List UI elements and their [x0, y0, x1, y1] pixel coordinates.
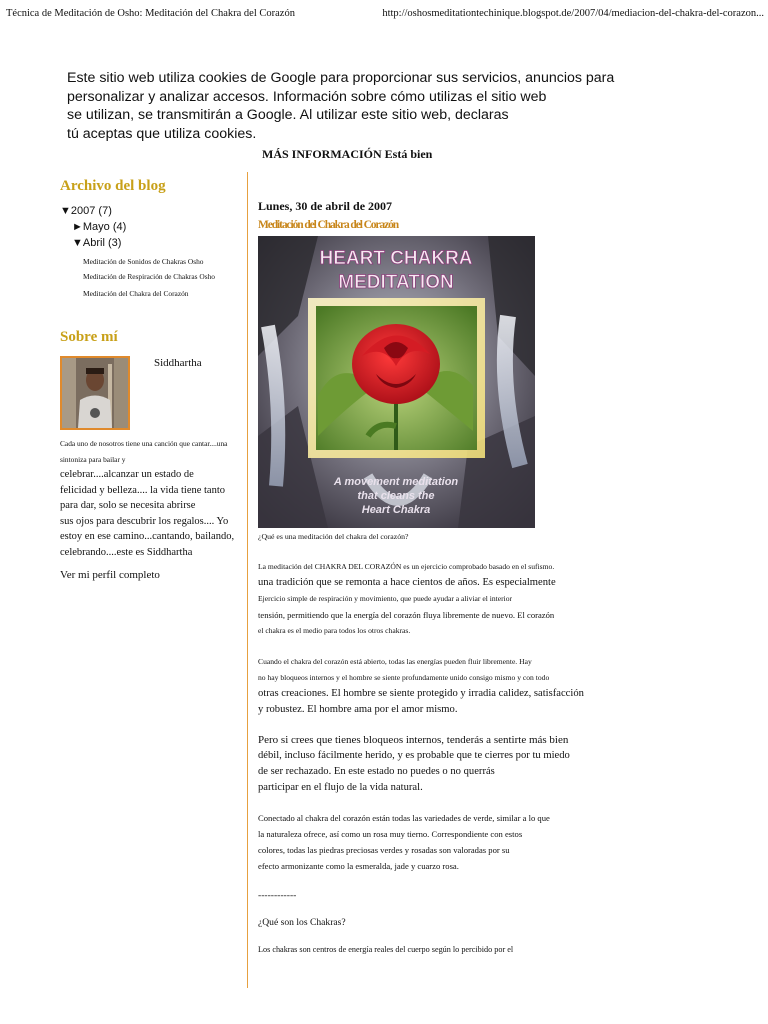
author-bio — [60, 436, 240, 560]
bio-line: Cada uno de nosotros tiene una canción que cantar....una — [60, 439, 228, 448]
archive-month-label: ►Mayo — [72, 221, 110, 233]
text-line: colores, todas las piedras preciosas verdes y rosadas son valoradas por su — [258, 845, 510, 855]
bio-line: estoy en ese camino...cantando, bailando, — [60, 531, 235, 542]
archive-post-link[interactable]: Meditación de Respiración de Chakras Osho — [83, 272, 215, 281]
text-line: la naturaleza ofrece, así como un rosa muy tierno. Correspondiente con estos — [258, 829, 523, 839]
image-title-line2: MEDITATION — [338, 272, 454, 293]
bio-line: sintoniza para bailar y — [60, 454, 126, 464]
column-divider — [247, 172, 248, 988]
cookie-line: Este sitio web utiliza cookies de Google para proporcionar sus servicios, anuncios para — [67, 70, 615, 86]
paragraph-intro — [258, 559, 603, 639]
post-body — [258, 199, 603, 954]
paragraph-open-chakra — [258, 654, 603, 718]
bio-line: para dar, solo se necesita abrirse — [60, 500, 196, 511]
image-subtitle-line3: Heart Chakra — [361, 504, 431, 516]
bio-line: celebrando....este es Siddhartha — [60, 546, 193, 558]
text-line: el chakra es el medio para todos los otros chakras. — [258, 626, 411, 635]
archive-year-label: ▼2007 — [60, 205, 96, 217]
text-line: una tradición que se remonta a hace cientos de años. Es especialmente — [258, 577, 556, 588]
paragraph-blockages — [258, 732, 603, 796]
bio-line: celebrar....alcanzar un estado de — [60, 469, 194, 480]
image-subtitle-line1: A movement meditation — [333, 476, 459, 488]
cookie-line: tú aceptas que utiliza cookies. — [67, 125, 257, 142]
author-name: Siddhartha — [154, 357, 202, 369]
paragraph-chakras: Los chakras son centros de energía reales del cuerpo según lo percibido por el — [258, 945, 514, 954]
text-line: La meditación del CHAKRA DEL CORAZÓN es un ejercicio comprobado basado en el sufismo. — [258, 562, 555, 571]
page-header-title: Técnica de Meditación de Osho: Meditación del Chakra del Corazón — [6, 8, 295, 19]
bio-line: sus ojos para descubrir los regalos.... Yo — [60, 515, 229, 527]
archive-post-link[interactable]: Meditación del Chakra del Corazón — [83, 289, 189, 298]
text-line: y robustez. El hombre ama por el amor mismo. — [258, 704, 458, 715]
post-title-link[interactable]: Meditación del Chakra del Corazón — [258, 219, 399, 231]
archive-month-abril[interactable] — [60, 235, 240, 251]
text-line: Conectado al chakra del corazón están todas las variedades de verde, similar a lo que — [258, 813, 550, 823]
text-line: otras creaciones. El hombre se siente protegido y irradia calidez, satisfacción — [258, 688, 584, 699]
text-separator: ------------ — [258, 890, 297, 901]
text-line: Cuando el chakra del corazón está abierto, todas las energías pueden fluir libremente. Hay — [258, 657, 532, 666]
image-subtitle-line2: that cleans the — [357, 490, 435, 502]
archive-month-label: ▼Abril — [72, 237, 105, 249]
heart-chakra-image — [258, 236, 535, 528]
archive-post-link[interactable]: Meditación de Sonidos de Chakras Osho — [83, 257, 204, 266]
sidebar — [60, 178, 240, 581]
cookie-actions — [262, 147, 432, 162]
page-header-url: http://oshosmeditationtechinique.blogspot.de/2007/04/mediacion-del-chakra-del-corazon... — [382, 8, 764, 19]
about-heading: Sobre mí — [60, 329, 118, 345]
archive-heading: Archivo del blog — [60, 178, 166, 194]
archive-month-count: (3) — [107, 237, 122, 249]
avatar-photo — [62, 358, 128, 428]
text-line: tensión, permitiendo que la energía del corazón fluya libremente de nuevo. El corazón — [258, 610, 555, 620]
view-profile-link[interactable]: Ver mi perfil completo — [60, 569, 160, 581]
archive-year-2007[interactable] — [60, 203, 240, 219]
text-line: no hay bloqueos internos y el hombre se siente profundamente unido consigo mismo y con todo — [258, 673, 550, 682]
section-question: ¿Qué son los Chakras? — [258, 917, 346, 928]
bio-line: felicidad y belleza.... la vida tiene tanto — [60, 484, 226, 496]
text-line: de ser rechazado. En este estado no puedes o no querrás — [258, 766, 495, 777]
archive-month-mayo[interactable] — [60, 219, 240, 235]
image-caption: ¿Qué es una meditación del chakra del corazón? — [258, 532, 409, 541]
paragraph-colors — [258, 810, 603, 874]
more-info-button[interactable]: MÁS INFORMACIÓN — [262, 147, 382, 161]
archive-year-count: (7) — [98, 205, 112, 217]
archive-month-count: (4) — [112, 221, 127, 233]
cookie-line: se utilizan, se transmitirán a Google. Al utilizar este sitio web, declaras — [67, 107, 509, 123]
text-line: efecto armonizante como la esmeralda, jade y cuarzo rosa. — [258, 861, 459, 871]
avatar[interactable] — [60, 356, 130, 430]
text-line: participar en el flujo de la vida natural. — [258, 782, 423, 793]
text-line: Pero si crees que tienes bloqueos internos, tenderás a sentirte más bien — [258, 734, 569, 746]
text-line: débil, incluso fácilmente herido, y es probable que te cierres por tu miedo — [258, 750, 570, 761]
cookie-line: personalizar y analizar accesos. Información sobre cómo utilizas el sitio web — [67, 88, 547, 105]
about-me — [60, 356, 240, 436]
text-line: Ejercicio simple de respiración y movimiento, que puede ayudar a aliviar el interior — [258, 594, 513, 603]
accept-cookies-button[interactable]: Está bien — [384, 147, 433, 161]
cookie-notice — [67, 69, 627, 143]
post-date: Lunes, 30 de abril de 2007 — [258, 199, 393, 213]
image-title-line1: HEART CHAKRA — [319, 248, 473, 269]
